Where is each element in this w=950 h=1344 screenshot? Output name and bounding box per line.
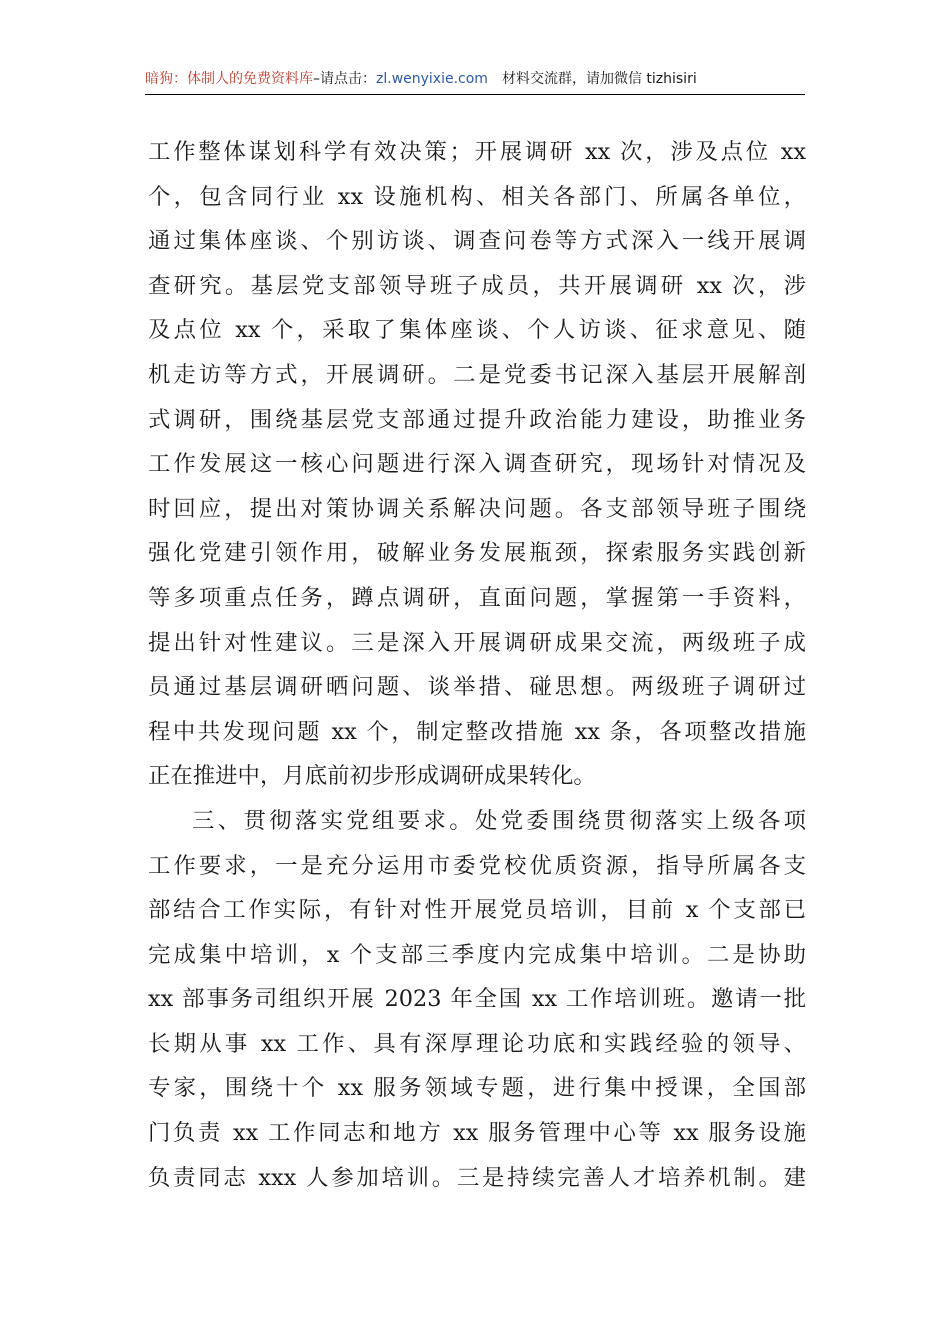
body-line: 员通过基层调研晒问题、谈举措、碰思想。两级班子调研过 — [148, 674, 806, 701]
body-line: 负责同志 xxx 人参加培训。三是持续完善人才培养机制。建 — [148, 1164, 806, 1191]
body-line: 等多项重点任务，蹲点调研，直面问题，掌握第一手资料， — [148, 584, 806, 611]
document-body — [148, 130, 806, 1200]
body-line: 专家，围绕十个 xx 服务领域专题，进行集中授课，全国部 — [148, 1075, 806, 1102]
body-line: 提出针对性建议。三是深入开展调研成果交流，两级班子成 — [148, 629, 806, 656]
section-heading-line: 三、贯彻落实党组要求。处党委围绕贯彻落实上级各项 — [192, 807, 806, 834]
body-line: xx 部事务司组织开展 2023 年全国 xx 工作培训班。邀请一批 — [148, 986, 806, 1013]
header-url-link[interactable]: zl.wenyixie.com — [376, 71, 488, 87]
header-site-name: 暗狗：体制人的免费资料库 — [145, 71, 313, 87]
body-line: 程中共发现问题 xx 个，制定整改措施 xx 条，各项整改措施 — [148, 718, 806, 745]
body-line: 正在推进中，月底前初步形成调研成果转化。 — [148, 763, 596, 790]
body-line: 强化党建引领作用，破解业务发展瓶颈，探索服务实践创新 — [148, 540, 806, 567]
body-line: 工作要求，一是充分运用市委党校优质资源，指导所属各支 — [148, 852, 806, 879]
header-group-notice: 材料交流群，请加微信 tizhisiri — [501, 71, 697, 87]
body-line: 完成集中培训，x 个支部三季度内完成集中培训。二是协助 — [148, 941, 806, 968]
body-line: 长期从事 xx 工作、具有深厚理论功底和实践经验的领导、 — [148, 1030, 806, 1057]
body-line: 个，包含同行业 xx 设施机构、相关各部门、所属各单位， — [148, 183, 806, 210]
body-line: 查研究。基层党支部领导班子成员，共开展调研 xx 次，涉 — [148, 272, 806, 299]
page-header — [145, 64, 805, 95]
body-line: 及点位 xx 个，采取了集体座谈、个人访谈、征求意见、随 — [148, 317, 806, 344]
body-line: 式调研，围绕基层党支部通过提升政治能力建设，助推业务 — [148, 406, 806, 433]
body-line: 通过集体座谈、个别访谈、调查问卷等方式深入一线开展调 — [148, 228, 806, 255]
body-line: 门负责 xx 工作同志和地方 xx 服务管理中心等 xx 服务设施 — [148, 1120, 806, 1147]
body-line: 部结合工作实际，有针对性开展党员培训，目前 x 个支部已 — [148, 897, 806, 924]
body-line: 工作发展这一核心问题进行深入调查研究，现场针对情况及 — [148, 451, 806, 478]
body-line: 机走访等方式，开展调研。二是党委书记深入基层开展解剖 — [148, 361, 806, 388]
header-click-prompt: –请点击： — [313, 71, 376, 87]
body-line: 时回应，提出对策协调关系解决问题。各支部领导班子围绕 — [148, 495, 806, 522]
body-line: 工作整体谋划科学有效决策；开展调研 xx 次，涉及点位 xx — [148, 139, 806, 165]
